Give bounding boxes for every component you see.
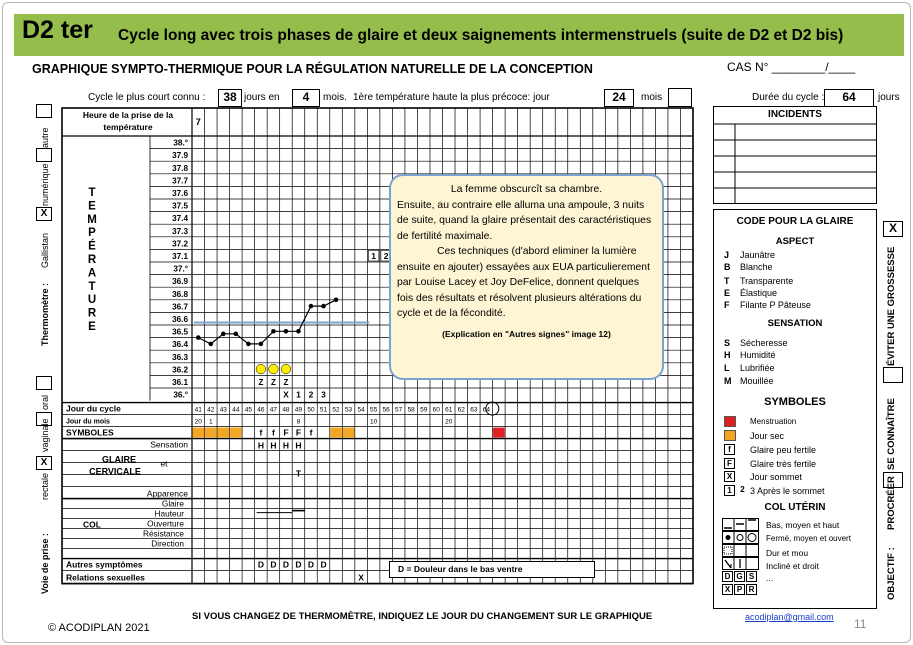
duration-value: 64 <box>824 89 874 107</box>
temp-tick-label: 37.3 <box>172 226 188 236</box>
symbol-cell-red <box>493 428 505 438</box>
chart-code: D2 ter <box>22 16 93 44</box>
menstruation-swatch <box>724 416 736 427</box>
relations-letter: X <box>358 572 364 583</box>
autres-symptomes-label: Autres symptômes <box>66 559 143 570</box>
cycle-day-number: 57 <box>395 406 403 414</box>
temp-tick-label: 38.° <box>173 138 188 148</box>
legend-aspect-t: T Transparente <box>724 276 794 286</box>
cycle-day-number: 55 <box>369 406 378 414</box>
time-label: Heure de la prise de la <box>82 110 174 120</box>
legend-sensation-heading: SENSATION <box>767 318 823 329</box>
temperature-letter: P <box>88 227 96 240</box>
copyright: © ACODIPLAN 2021 <box>48 622 150 634</box>
temp-tick-label: 36.7 <box>172 302 188 312</box>
legend-sensation-l: L Lubrifiée <box>724 363 775 373</box>
sensation-letter: H <box>257 440 264 451</box>
light-marker-circle <box>256 364 266 374</box>
legend-col-hauteur: Bas, moyen et haut <box>766 520 840 530</box>
cycle-day-number: 56 <box>382 406 390 414</box>
temperature-letter: A <box>87 267 97 280</box>
z-mark: Z <box>258 378 264 387</box>
col-letter-x: X <box>722 584 733 595</box>
oral-label: oral <box>40 394 50 410</box>
sensation-letter: H <box>295 440 302 451</box>
temperature-point <box>259 342 264 347</box>
apres-sommet-box-1: 1 <box>724 485 735 496</box>
mois-label: mois. <box>323 92 347 103</box>
legend-aspect-f: F Filante P Pâteuse <box>724 300 811 310</box>
numerique-label: numérique <box>40 163 50 206</box>
jour-sommet-box: X <box>724 471 735 482</box>
col-letter-d: D <box>722 571 733 582</box>
relations-label: Relations sexuelles <box>66 572 145 583</box>
sensation-label: Sensation <box>150 439 188 450</box>
temperature-letter: R <box>87 307 97 320</box>
legend-glaire-peu-fertile: Glaire peu fertile <box>750 445 817 455</box>
vaginale-label: vaginale <box>40 418 50 452</box>
glaire-cervicale-label: GLAIRE <box>101 454 137 465</box>
temp-tick-label: 36.5 <box>172 327 188 337</box>
months-value: 4 <box>292 89 320 107</box>
eviter-checkbox[interactable]: X <box>883 221 903 237</box>
col-letter-p: P <box>734 584 745 595</box>
explanation-callout <box>389 174 664 380</box>
temp-tick-label: 37.9 <box>172 151 188 161</box>
symbol-cell-orange <box>218 428 230 438</box>
shortest-cycle-label: Cycle le plus court connu : <box>88 92 206 103</box>
temperature-letter: M <box>87 213 97 226</box>
month-day-number: 1 <box>208 418 213 426</box>
temperature-letter: E <box>88 200 96 213</box>
legend-col-resistance: Dur et mou <box>766 548 809 558</box>
contact-email-link[interactable]: acodiplan@gmail.com <box>745 612 834 622</box>
cycle-day-number: 51 <box>319 406 328 414</box>
douleur-note: D = Douleur dans le bas ventre <box>389 561 595 578</box>
resistance-label: Résistance <box>142 528 184 539</box>
rectale-checkbox[interactable]: X <box>36 456 52 470</box>
first-high-value: 24 <box>604 89 634 107</box>
jours-label: jours <box>878 92 900 103</box>
callout-note: (Explication en "Autres signes" image 12) <box>442 328 611 339</box>
autres-letter: D <box>282 559 290 570</box>
cycle-day-number: 43 <box>219 406 227 414</box>
legend-aspect-j: J Jaunâtre <box>724 250 776 260</box>
cycle-day-number: 59 <box>420 406 428 414</box>
sensation-letter: H <box>270 440 277 451</box>
temp-tick-label: 36.4 <box>172 340 188 350</box>
month-day-number: 20 <box>445 418 453 426</box>
cycle-day-number: 45 <box>244 406 252 414</box>
col-letter-g: G <box>734 571 745 582</box>
light-marker-circle <box>269 364 279 374</box>
shortest-cycle-value: 38 <box>218 89 242 107</box>
temperature-point <box>334 298 339 303</box>
light-marker-circle <box>281 364 291 374</box>
cycle-day-number: 58 <box>407 406 415 414</box>
symboles-label: SYMBOLES <box>66 427 114 438</box>
col-letter-r: R <box>746 584 757 595</box>
month-day-number: 20 <box>194 418 202 426</box>
z-mark: Z <box>270 378 276 387</box>
objectif-label: OBJECTIF : <box>886 547 897 600</box>
top-count-label: 1 <box>371 251 376 261</box>
temp-tick-label: 36.6 <box>172 315 188 324</box>
symbol-cell-orange <box>193 428 205 438</box>
cycle-day-number: 47 <box>269 406 278 414</box>
temp-tick-label: 37.8 <box>172 163 188 173</box>
temperature-point <box>234 332 239 337</box>
glaire-cervicale-label-2: CERVICALE <box>89 466 141 477</box>
legend-aspect-b: B Blanche <box>724 262 773 272</box>
jour-cycle-label: Jour du cycle <box>66 403 121 414</box>
time-value: 7 <box>195 117 201 127</box>
hauteur-label: Hauteur <box>154 508 184 519</box>
temperature-point <box>321 304 326 309</box>
temp-tick-label: 36.2 <box>172 365 188 375</box>
symbol-letter: F <box>295 427 302 438</box>
temp-tick-label: 37.° <box>173 264 188 274</box>
cycle-day-number: 48 <box>282 406 290 414</box>
cycle-day-number: 61 <box>445 406 453 414</box>
legend-sensation-s: S Sécheresse <box>724 338 788 348</box>
ouverture-label: Ouverture <box>147 518 184 529</box>
temp-tick-label: 37.7 <box>172 176 188 186</box>
callout-line-1: La femme obscurcît sa chambre. <box>450 184 603 195</box>
temp-tick-label: 37.4 <box>172 214 188 224</box>
autres-letter: D <box>270 559 277 570</box>
glaire-legend <box>713 209 877 609</box>
legend-col-direction: Incliné et droit <box>766 561 819 571</box>
temperature-letter: É <box>88 240 96 253</box>
page-number: 11 <box>854 617 867 631</box>
legend-symboles-heading: SYMBOLES <box>764 396 826 408</box>
procreer-label: PROCRÉER <box>886 476 897 530</box>
legend-menstruation: Menstruation <box>750 417 797 426</box>
temp-tick-label: 36.3 <box>172 352 188 362</box>
autre-label: autre <box>40 127 50 148</box>
page-title: GRAPHIQUE SYMPTO-THERMIQUE POUR LA RÉGULATION NATURELLE DE LA CONCEPTION <box>32 62 593 76</box>
temperature-point <box>284 329 289 334</box>
temp-tick-label: 37.2 <box>172 239 188 249</box>
jours-en-label: jours en <box>244 92 280 103</box>
cycle-day-number: 42 <box>207 406 215 414</box>
chart-subtitle: Cycle long avec trois phases de glaire et deux saignements intermenstruels (suite de D2 et D2 bis) <box>118 27 844 44</box>
legend-apres-sommet: 3 Après le sommet <box>750 486 825 496</box>
z-mark: Z <box>283 378 289 387</box>
cycle-day-number: 49 <box>294 406 303 414</box>
legend-jour-sec: Jour sec <box>750 431 785 441</box>
temp-tick-label: 37.1 <box>172 252 188 261</box>
temperature-letter: T <box>88 187 96 199</box>
legend-glaire-tres-fertile: Glaire très fertile <box>750 459 817 469</box>
temperature-letter: R <box>87 254 97 266</box>
temperature-point <box>271 329 276 334</box>
temperature-point <box>221 332 226 337</box>
cycle-day-number: 53 <box>344 406 353 414</box>
jour-mois-label: Jour du mois <box>66 418 110 426</box>
connaitre-checkbox[interactable] <box>883 367 903 383</box>
thermometre-label: Thermomètre : <box>40 282 50 346</box>
time-label-2: température <box>103 122 153 132</box>
incidents-title: INCIDENTS <box>768 109 822 120</box>
legend-jour-sommet: Jour sommet <box>750 472 803 482</box>
mois-label-2: mois <box>641 92 663 103</box>
voie-prise-label: Voie de prise : <box>40 533 50 594</box>
case-number: CAS N° ________/____ <box>727 60 856 74</box>
gallistan-label: Gallistan <box>40 232 50 268</box>
peak-x-mark: X <box>283 389 289 400</box>
cycle-day-number: 62 <box>457 406 465 414</box>
temperature-letter: T <box>88 280 96 293</box>
month-day-number: 10 <box>369 418 378 426</box>
temperature-letter: E <box>88 321 96 333</box>
glaire-label: Glaire <box>161 498 184 509</box>
top-count-label: 2 <box>383 251 389 261</box>
apparence-label: Apparence <box>146 488 188 499</box>
callout-line-2: Ensuite, au contraire elle alluma una ampoule, 3 nuits de suite, quand la glaire présentait des caractéristiques de fertilité maximale. <box>397 199 652 242</box>
jour-sec-swatch <box>724 430 736 441</box>
glaire-tres-fertile-box: F <box>724 458 735 469</box>
autres-letter: D <box>295 559 302 570</box>
thermometer-change-note: SI VOUS CHANGEZ DE THERMOMÈTRE, INDIQUEZ LE JOUR DU CHANGEMENT SUR LE GRAPHIQUE <box>192 611 653 622</box>
cycle-day-number: 64 <box>482 406 490 414</box>
connaitre-label: SE CONNAÎTRE <box>886 398 897 470</box>
cycle-day-number: 44 <box>232 406 240 414</box>
et-label: et <box>160 458 168 469</box>
cycle-day-number: 52 <box>332 406 340 414</box>
temperature-point <box>208 342 213 347</box>
symbol-cell-orange <box>343 428 355 438</box>
temperature-point <box>246 342 251 347</box>
symbol-cell-orange <box>330 428 342 438</box>
direction-label: Direction <box>151 538 184 549</box>
legend-sensation-m: M Mouillée <box>724 376 774 386</box>
cycle-day-number: 60 <box>432 406 440 414</box>
symbol-cell-orange <box>230 428 242 438</box>
symbol-letter: f <box>259 427 263 438</box>
after-peak-number: 2 <box>308 389 314 400</box>
legend-title: CODE POUR LA GLAIRE <box>736 216 854 227</box>
after-peak-number: 1 <box>296 389 301 400</box>
cycle-day-number: 50 <box>307 406 315 414</box>
temperature-point <box>296 329 301 334</box>
temp-tick-label: 36.° <box>173 390 188 400</box>
autres-letter: D <box>257 559 264 570</box>
symbol-letter: F <box>283 427 289 438</box>
temp-tick-label: 36.9 <box>172 277 188 287</box>
col-label: COL <box>83 519 101 530</box>
rectale-label: rectale <box>40 472 50 500</box>
eviter-label: ÉVITER UNE GROSSESSE <box>886 246 897 366</box>
legend-col-uterin-heading: COL UTÉRIN <box>764 502 826 513</box>
legend-col-ouverture: Fermé, moyen et ouvert <box>766 534 851 543</box>
apparence-letter: T <box>295 468 302 479</box>
temperature-letter: U <box>87 294 97 307</box>
temp-tick-label: 37.5 <box>172 201 188 211</box>
temperature-point <box>196 335 201 340</box>
month-day-number: 8 <box>296 418 301 426</box>
symbol-letter: f <box>271 427 275 438</box>
col-letter-s: S <box>746 571 757 582</box>
temperature-point <box>309 304 314 309</box>
legend-aspect-heading: ASPECT <box>775 236 815 247</box>
glaire-peu-fertile-box: f <box>724 444 735 455</box>
symbol-letter: f <box>309 427 313 438</box>
apres-sommet-box-2: 2 <box>740 485 745 494</box>
legend-sensation-h: H Humidité <box>724 350 776 360</box>
temp-tick-label: 36.1 <box>172 378 188 387</box>
duration-label: Durée du cycle : <box>752 92 825 103</box>
autres-letter: D <box>320 559 327 570</box>
first-high-label: 1ère température haute la plus précoce: jour <box>353 92 550 103</box>
legend-col-more: ... <box>766 573 774 583</box>
cycle-day-number: 63 <box>470 406 478 414</box>
incidents-box <box>713 106 877 204</box>
callout-line-3: Ces techniques (d'abord eliminer la lumière ensuite en ajouter) essayées aux EUA particulierement par Louise Lacey et Joy DeFelice, donnent quelques fois des résultats et résolvent plusieurs altérations du cycle et de la fécondité. <box>397 246 650 319</box>
temp-tick-label: 36.8 <box>172 289 188 299</box>
cycle-day-number: 41 <box>194 406 202 414</box>
temp-tick-label: 37.6 <box>172 189 188 198</box>
legend-aspect-e: E Élastique <box>724 288 778 298</box>
autres-letter: D <box>307 559 315 570</box>
sensation-letter: H <box>282 440 290 451</box>
symbol-cell-orange <box>205 428 217 438</box>
incidents-lines <box>713 106 877 204</box>
cycle-day-number: 46 <box>257 406 265 414</box>
cycle-day-number: 54 <box>357 406 365 414</box>
thermometer-gallistan-checkbox[interactable]: X <box>36 207 52 221</box>
after-peak-number: 3 <box>321 389 326 400</box>
